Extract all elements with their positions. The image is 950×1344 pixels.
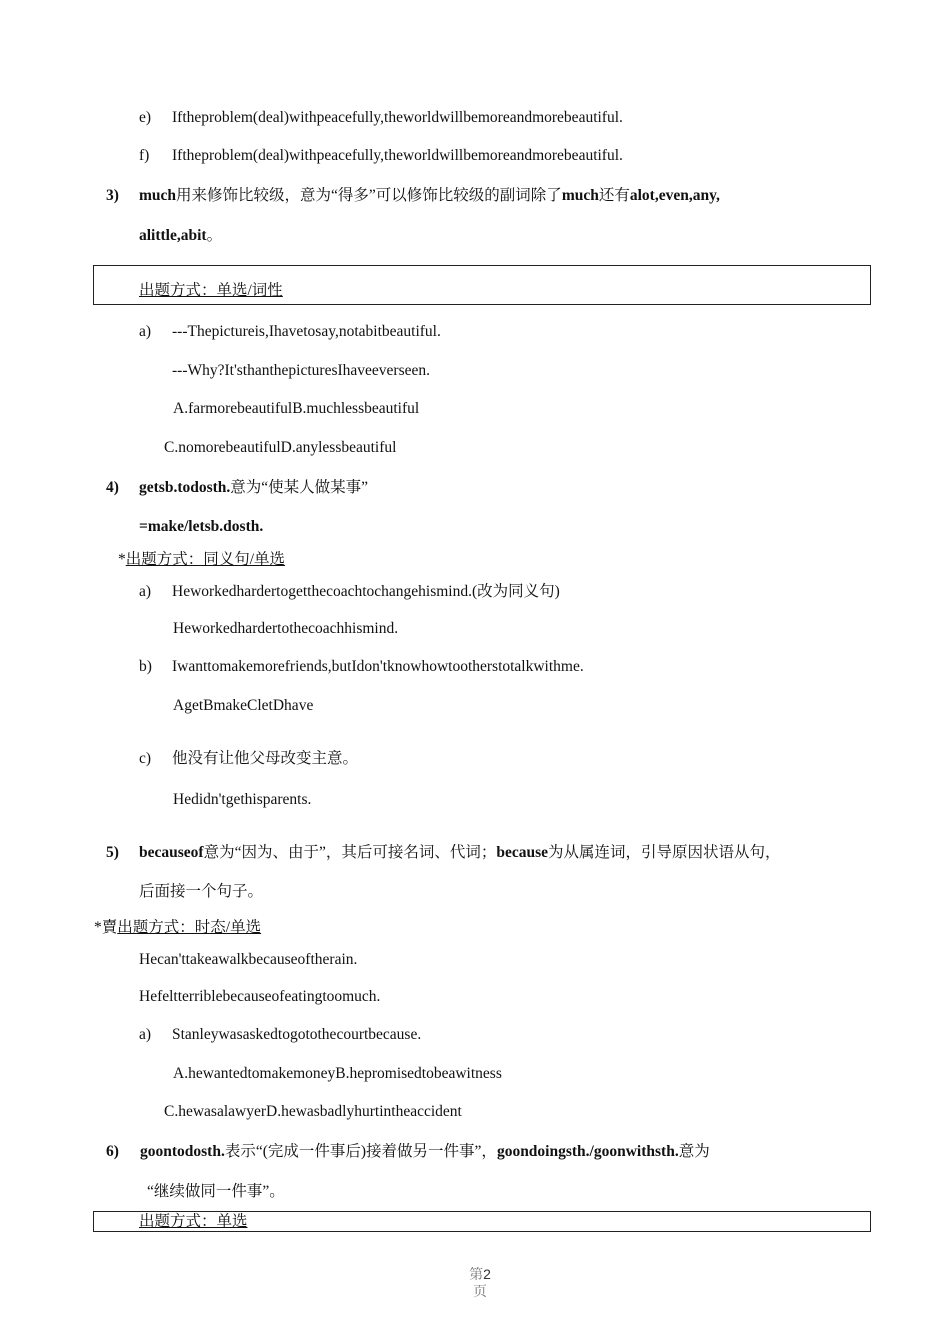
section-6-heading [140,1142,710,1162]
example-sentence-1: Hecan'ttakeawalkbecauseoftherain. [139,951,358,968]
asterisk-icon: *賣 [94,919,118,936]
keyword-list: alot,even,any, [629,187,720,204]
dialogue-line-1: ---Thepictureis,Ihavetosay,notabitbeautiful. [172,323,441,340]
heading-text: 用来修饰比较级，意为“得多”可以修饰比较级的副词除了 [176,187,562,204]
keyword-because-of: becauseof [139,844,204,861]
exercise-c-line-1: 他没有让他父母改变主意。 [172,750,359,767]
dialogue-line-2: ---Why?It'sthanthepicturesIhaveeverseen. [172,362,430,379]
list-marker-e: e) [139,109,152,126]
exercise-note: (改为同义句) [471,583,560,600]
question-method-5 [94,918,261,938]
question-method-label: 出题方式：时态/单选 [117,919,262,936]
section-3-heading-cont [139,226,222,246]
page-number: 2 [483,1266,491,1282]
page-prefix: 第 [469,1266,484,1282]
keyword-list-2: alittle,abit [139,227,207,244]
heading-text: 意为“使某人做某事” [230,479,369,496]
section-3-heading [139,186,720,206]
keyword-go-on-to-do: goontodosth. [140,1143,225,1160]
list-marker-a: a) [139,323,152,340]
keyword-much: much [139,187,177,204]
heading-text: 表示“(完成一件事后)接着做另一件事”， [224,1143,497,1160]
list-marker-a: a) [139,1026,152,1043]
options-line-2: C.nomorebeautifulD.anylessbeautiful [164,439,397,456]
section-5-heading [139,843,781,863]
page-footer [460,1266,500,1300]
page-suffix: 页 [473,1283,487,1299]
keyword-go-on-doing: goondoingsth./goonwithsth. [496,1143,679,1160]
options-line-1: A.farmorebeautifulB.muchlessbeautiful [173,400,420,417]
section-number-6: 6) [106,1143,119,1160]
list-marker-a: a) [139,583,152,600]
section-6-heading-cont: “继续做同一件事”。 [147,1183,285,1200]
section-number-4: 4) [106,479,119,496]
exercise-a-line-1 [172,582,560,602]
exercise-sentence: Heworkedhardertogetthecoachtochangehismind. [172,583,472,600]
question-method-label: 出题方式：同义句/单选 [125,551,286,568]
exercise-a-line-2: Heworkedhardertothecoachhismind. [173,620,399,637]
question-method-4 [118,550,285,570]
exercise-b-options: AgetBmakeCletDhave [173,697,314,714]
question-type-label: 出题方式：单选 [139,1213,248,1230]
keyword-because: because [496,844,549,861]
example-sentence-2: Hefeltterriblebecauseofeatingtoomuch. [139,988,381,1005]
exercise-sentence-e: Iftheproblem(deal)withpeacefully,theworldwillbemoreandmorebeautiful. [172,109,623,126]
list-marker-b: b) [139,658,152,675]
keyword-get: getsb.todosth. [139,479,231,496]
section-5-heading-cont: 后面接一个句子。 [139,883,264,900]
exercise-sentence-f: Iftheproblem(deal)withpeacefully,theworldwillbemoreandmorebeautiful. [172,147,623,164]
exercise-b-line-1: Iwanttomakemorefriends,butIdon'tknowhowtootherstotalkwithme. [172,658,584,675]
keyword-much-2: much [561,187,599,204]
list-marker-c: c) [139,750,152,767]
section-number-3: 3) [106,187,119,204]
heading-end: 。 [206,227,223,244]
heading-text: 意为“因为、由于”，其后可接名词、代词； [203,844,497,861]
section-number-5: 5) [106,844,119,861]
section-4-heading [139,478,368,498]
heading-text-2: 还有 [598,187,630,204]
heading-text-2: 意为 [678,1143,710,1160]
equivalent-phrase: =make/letsb.dosth. [139,518,264,535]
page-number-line [460,1266,500,1283]
question-type-label: 出题方式：单选/词性 [139,282,283,299]
asterisk-icon: * [118,551,126,568]
options-line-1: A.hewantedtomakemoneyB.hepromisedtobeawitness [173,1065,502,1082]
heading-text-2: 为从属连词，引导原因状语从句， [548,844,781,861]
options-line-2: C.hewasalawyerD.hewasbadlyhurtintheaccident [164,1103,462,1120]
list-marker-f: f) [139,147,150,164]
exercise-sentence: Stanleywasaskedtogotothecourtbecause. [172,1026,422,1043]
exercise-c-line-2: Hedidn'tgethisparents. [173,791,312,808]
